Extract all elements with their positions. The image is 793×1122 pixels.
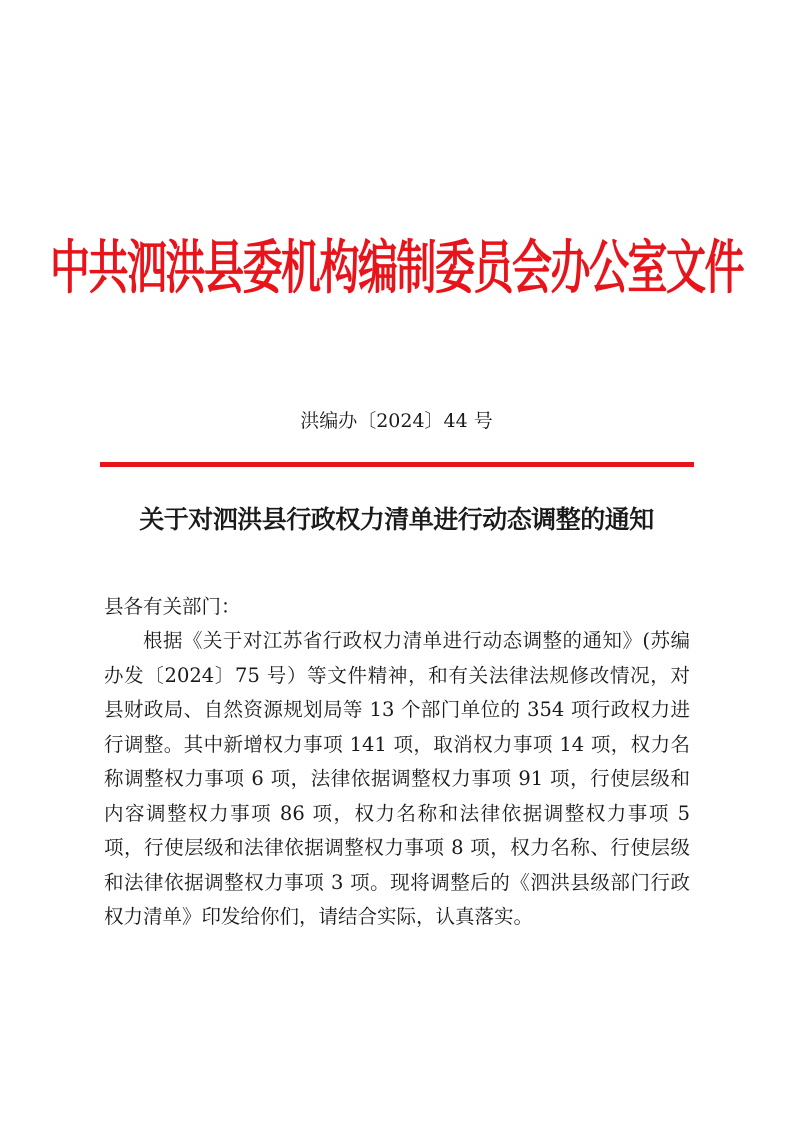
issuer-masthead: 中共泗洪县委机构编制委员会办公室文件 — [50, 233, 743, 302]
red-divider-line — [100, 462, 694, 467]
salutation: 县各有关部门： — [104, 595, 241, 618]
document-title: 关于对泗洪县行政权力清单进行动态调整的通知 — [139, 505, 654, 534]
body-paragraph: 根据《关于对江苏省行政权力清单进行动态调整的通知》(苏编办发〔2024〕75 号）等文件精神，和有关法律法规修改情况，对县财政局、自然资源规划局等 13 个部门单位的 354 项行政权力进行调整。其中新增权力事项 141 项，取消权力事项 14 项，权力名称调整权力事项 6 项，法律依据调整权力事项 91 项，行使层级和内容调整权力事项 86 项，权力名称和法律依据调整权力事项 5 项，行使层级和法律依据调整权力事项 8 项，权力名称、行使层级和法律依据调整权力事项 3 项。现将调整后的《泗洪县级部门行政权力清单》印发给你们，请结合实际，认真落实。 — [104, 629, 690, 928]
document-body — [104, 590, 690, 935]
document-number: 洪编办〔2024〕44 号 — [300, 410, 493, 432]
